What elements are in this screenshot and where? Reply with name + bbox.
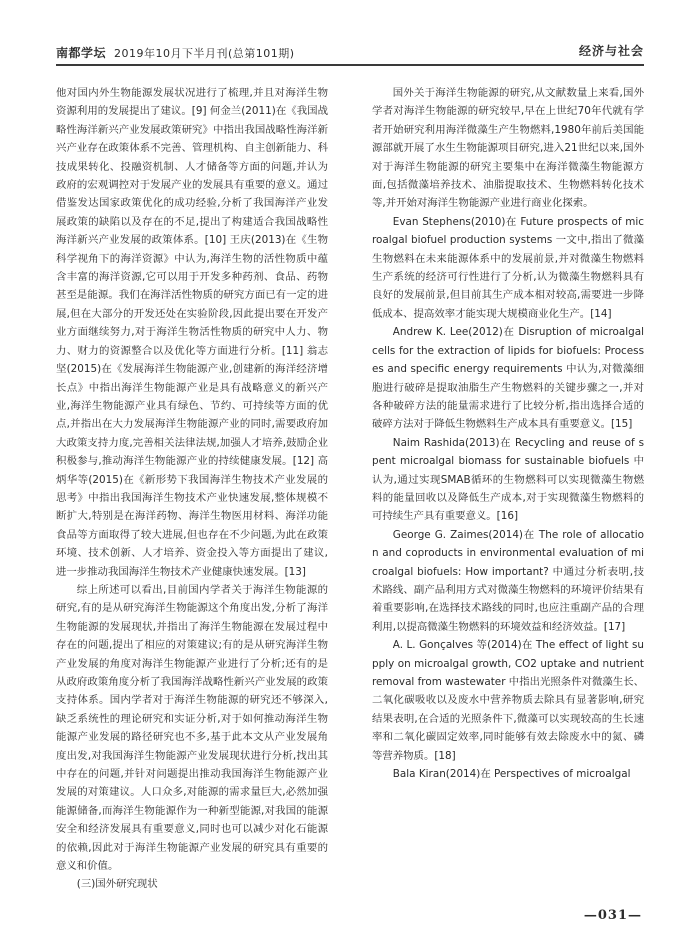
body-paragraph: 国外关于海洋生物能源的研究,从文献数量上来看,国外学者对海洋生物能源的研究较早,早在上世纪70年代就有学者开始研究利用海洋微藻生产生物燃料,1980年前后美国能源部就开展了水生生物能源项目研究,进入21世纪以来,国外对于海洋生物能源的研究主要集中在海洋微藻生物能源方面,包括微藻培养技术、油脂提取技术、生物燃料转化技术等,并开始对海洋生物能源产业进行商业化探索。 <box>372 87 644 210</box>
body-paragraph: Naim Rashida(2013)在 Recycling and reuse of spent microalgal biomass for sustainable biofuels 中认为,通过实现SMAB循环的生物燃料可以实现微藻生物燃料的能量回收以及降低生产成本,对于实现微藻生物燃料的可持续生产具有重要意义。[16] <box>372 436 644 523</box>
body-paragraph: Bala Kiran(2014)在 Perspectives of microalgal <box>392 768 631 781</box>
issue-info: 2019年10月下半月刊(总第101期) <box>114 47 295 60</box>
body-paragraph: A. L. Gonçalves 等(2014)在 The effect of light supply on microalgal growth, CO2 uptake and nutrient removal from wastewater 中指出光照条件对微藻生长、二氧化碳吸收以及废水中营养物质去除具有显著影响,研究结果表明,在合适的光照条件下,微藻可以实现较高的生长速率和二氧化碳固定效率,同时能够有效去除废水中的氮、磷等营养物质。[18] <box>372 639 644 762</box>
section-title: 经济与社会 <box>578 44 644 58</box>
journal-issue-line <box>56 44 295 61</box>
page-header <box>56 40 644 66</box>
body-paragraph: 综上所述可以看出,目前国内学者关于海洋生物能源的研究,有的是从研究海洋生物能源这个角度出发,分析了海洋生物能源的发展现状,并指出了海洋生物能源在发展过程中存在的问题,提出了相应的对策建议;有的是从研究海洋生物产业发展的角度对海洋生物能源产业进行了分析;还有的是从政府政策角度分析了我国海洋战略性新兴产业发展的政策支持体系。国内学者对于海洋生物能源的研究还不够深入,缺乏系统性的理论研究和实证分析,对于如何推动海洋生物能源产业发展的路径研究也不多,基于此本文从产业发展角度出发,对我国海洋生物能源产业发展现状进行分析,找出其中存在的问题,并针对问题提出推动我国海洋生物能源产业发展的对策建议。人口众多,对能源的需求量巨大,必然加强能源储备,而海洋生物能源作为一种新型能源,对我国的能源安全和经济发展具有重要意义,同时也可以减少对化石能源的依赖,因此对于海洋生物能源产业发展的研究具有重要的意义和价值。 <box>56 583 328 873</box>
section-subheading: (三)国外研究现状 <box>76 878 158 891</box>
left-column <box>56 84 328 894</box>
body-paragraph: Andrew K. Lee(2012)在 Disruption of microalgal cells for the extraction of lipids for biofuels: Processes and specific energy requirements 中认为,对微藻细胞进行破碎是提取油脂生产生物燃料的关键步骤之一,并对各种破碎方法的能量需求进行了比较分析,指出选择合适的破碎方法对于降低生物燃料生产成本具有重要意义。[15] <box>372 326 644 431</box>
body-paragraph: 他对国内外生物能源发展状况进行了梳理,并且对海洋生物资源利用的发展提出了建议。[9] 何金兰(2011)在《我国战略性海洋新兴产业发展政策研究》中指出我国战略性海洋新兴产业存在政策体系不完善、管理机构、自主创新能力、科技成果转化、投融资机制、人才储备等方面的问题,并认为政府的宏观调控对于发展产业的发展具有重要的意义。通过借鉴发达国家政策优化的成功经验,分析了我国海洋产业发展政策的缺陷以及存在的不足,提出了构建适合我国战略性海洋新兴产业发展的政策体系。[10] 王庆(2013)在《生物科学视角下的海洋资源》中认为,海洋生物的活性物质中蕴含丰富的海洋资源,它可以用于开发多种药剂、食品、药物甚至是能源。我们在海洋活性物质的研究方面已有一定的进展,但在大部分的开发还处在实验阶段,因此提出要在开发产业方面继续努力,对于海洋生物活性物质的研究中人力、物力、财力的资源整合以及优化等方面进行分析。[11] 翁志坚(2015)在《发展海洋生物能源产业,创建新的海洋经济增长点》中指出海洋生物能源产业是具有战略意义的新兴产业,海洋生物能源产业具有绿色、节约、可持续等方面的优点,并指出在大力发展海洋生物能源产业的同时,需要政府加大政策支持力度,完善相关法律法规,加强人才培养,鼓励企业积极参与,推动海洋生物能源产业的持续健康发展。[12] 高炳华等(2015)在《新形势下我国海洋生物技术产业发展的思考》中指出我国海洋生物技术产业快速发展,整体规模不断扩大,特别是在海洋药物、海洋生物医用材料、海洋功能食品等方面取得了较大进展,但也存在不少问题,为此在政策环境、技术创新、人才培养、资金投入等方面提出了建议,进一步推动我国海洋生物技术产业健康快速发展。[13] <box>56 87 328 578</box>
right-column <box>372 84 644 783</box>
body-paragraph: George G. Zaimes(2014)在 The role of allocation and coproducts in environmental evaluation of microalgal biofuels: How important? 中通过分析表明,技术路线、副产品利用方式对微藻生物燃料的环境评价结果有着重要影响,在选择技术路线的同时,也应注重副产品的合理利用,以提高微藻生物燃料的环境效益和经济效益。[17] <box>372 528 644 633</box>
body-paragraph: Evan Stephens(2010)在 Future prospects of microalgal biofuel production systems 一文中,指出了微藻生物燃料在未来能源体系中的发展前景,并对微藻生物燃料生产系统的经济可行性进行了分析,认为微藻生物燃料具有良好的发展前景,但目前其生产成本相对较高,需要进一步降低成本、提高效率才能实现大规模商业化生产。[14] <box>372 215 644 320</box>
page-number: —031— <box>583 908 642 923</box>
journal-name: 南都学坛 <box>56 46 107 60</box>
